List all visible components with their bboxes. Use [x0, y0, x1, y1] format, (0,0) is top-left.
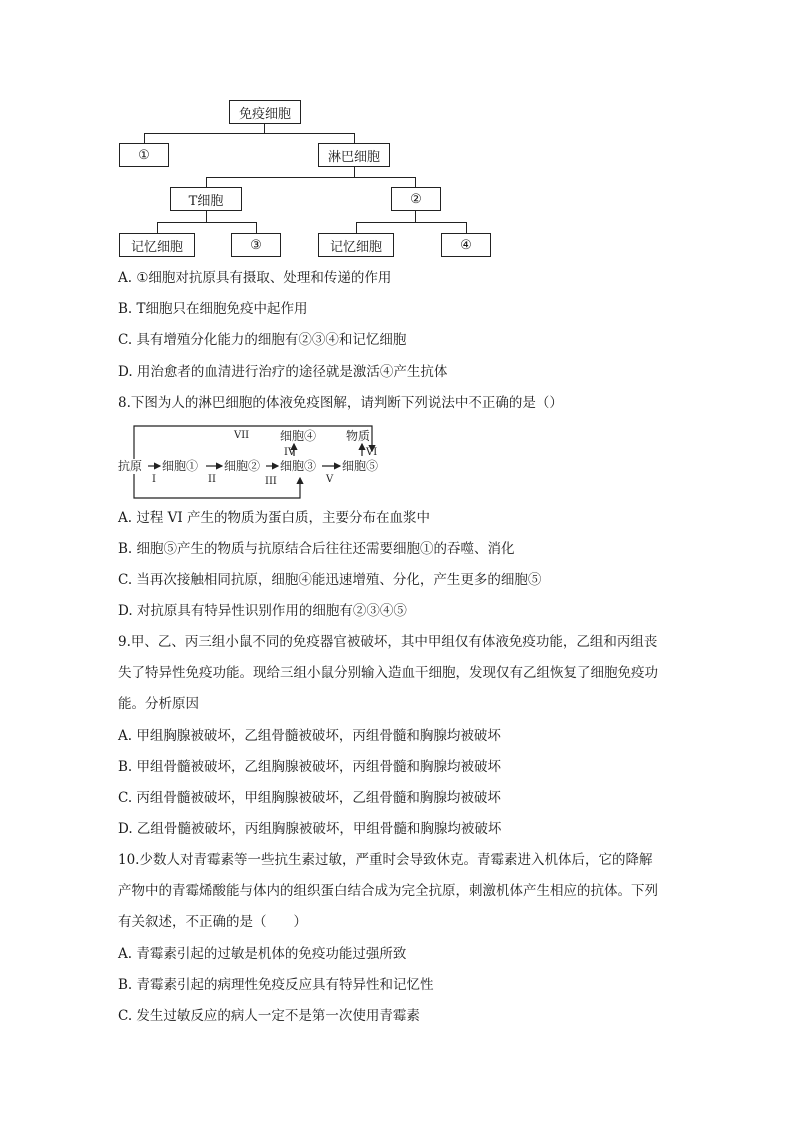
label-iv: IV: [284, 447, 296, 458]
connector: [206, 211, 207, 222]
label-i: I: [152, 474, 156, 485]
connector: [354, 167, 355, 177]
cell-2-label: 细胞②: [224, 459, 261, 473]
connector: [157, 222, 158, 233]
q7-option-c: C. 具有增殖分化能力的细胞有②③④和记忆细胞: [118, 332, 407, 348]
substance-label: 物质: [346, 429, 371, 443]
q9-option-a: A. 甲组胸腺被破坏，乙组骨髓被破坏，丙组骨髓和胸腺均被破坏: [118, 728, 501, 744]
antigen-label: 抗原: [118, 459, 143, 473]
q8-stem: 8.下图为人的淋巴细胞的体液免疫图解，请判断下列说法中不正确的是（）: [118, 395, 563, 411]
node-cell-1: ①: [119, 143, 169, 167]
node-immune-cells: 免疫细胞: [229, 100, 301, 124]
q8-option-a: A. 过程 VI 产生的物质为蛋白质，主要分布在血浆中: [118, 510, 430, 526]
node-t-cell: T细胞: [170, 187, 242, 211]
q8-option-c: C. 当再次接触相同抗原，细胞④能迅速增殖、分化，产生更多的细胞⑤: [118, 572, 542, 588]
node-lymphocyte: 淋巴细胞: [318, 143, 390, 167]
q8-option-d: D. 对抗原具有特异性识别作用的细胞有②③④⑤: [118, 603, 407, 619]
q10-stem-line-2: 产物中的青霉烯酸能与体内的组织蛋白结合成为完全抗原，刺激机体产生相应的抗体。下列: [118, 883, 658, 899]
connector: [415, 177, 416, 187]
q9-option-c: C. 丙组骨髓被破坏，甲组胸腺被破坏，乙组骨髓和胸腺均被破坏: [118, 790, 501, 806]
connector: [264, 124, 265, 133]
connector: [144, 133, 355, 134]
cell-1-label: 细胞①: [162, 459, 199, 473]
q9-option-d: D. 乙组骨髓被破坏，丙组胸腺被破坏，甲组骨髓和胸腺均被破坏: [118, 821, 502, 837]
q10-option-a: A. 青霉素引起的过敏是机体的免疫功能过强所致: [118, 946, 407, 962]
cell-4-label: 细胞④: [280, 429, 317, 443]
q8-option-b: B. 细胞⑤产生的物质与抗原结合后往往还需要细胞①的吞噬、消化: [118, 541, 515, 557]
connector: [466, 222, 467, 233]
q9-option-b: B. 甲组骨髓被破坏，乙组胸腺被破坏，丙组骨髓和胸腺均被破坏: [118, 759, 502, 775]
label-ii: II: [208, 474, 216, 485]
connector: [356, 222, 467, 223]
connector: [256, 222, 257, 233]
label-iii: III: [265, 476, 277, 487]
q7-option-d: D. 用治愈者的血清进行治疗的途径就是激活④产生抗体: [118, 364, 448, 380]
label-vii: VII: [234, 430, 250, 441]
label-v: V: [326, 474, 334, 485]
node-memory-cell-right: 记忆细胞: [318, 233, 394, 257]
humoral-immunity-diagram: [110, 418, 400, 506]
node-cell-3: ③: [231, 233, 281, 257]
q9-stem-line-3: 能。分析原因: [118, 696, 199, 712]
q10-option-c: C. 发生过敏反应的病人一定不是第一次使用青霉素: [118, 1008, 420, 1024]
connector: [206, 177, 207, 187]
q9-stem-line-2: 失了特异性免疫功能。现给三组小鼠分别输入造血干细胞，发现仅有乙组恢复了细胞免疫功: [118, 665, 658, 681]
arrow-vii: [134, 426, 372, 459]
node-cell-4: ④: [441, 233, 491, 257]
cell-3-label: 细胞③: [280, 459, 317, 473]
connector: [356, 222, 357, 233]
q10-stem-line-1: 10.少数人对青霉素等一些抗生素过敏，严重时会导致休克。青霉素进入机体后，它的降解: [118, 852, 653, 868]
connector: [144, 133, 145, 143]
connector: [415, 211, 416, 222]
node-cell-2: ②: [391, 187, 441, 211]
connector: [354, 133, 355, 143]
label-vi: VI: [366, 447, 378, 458]
connector: [206, 177, 416, 178]
node-memory-cell-left: 记忆细胞: [119, 233, 195, 257]
q7-option-b: B. T细胞只在细胞免疫中起作用: [118, 301, 308, 317]
q7-option-a: A. ①细胞对抗原具有摄取、处理和传递的作用: [118, 270, 392, 286]
connector: [157, 222, 257, 223]
q9-stem-line-1: 9.甲、乙、丙三组小鼠不同的免疫器官被破坏，其中甲组仅有体液免疫功能，乙组和丙组丧: [118, 634, 658, 650]
q10-option-b: B. 青霉素引起的病理性免疫反应具有特异性和记忆性: [118, 977, 434, 993]
q10-stem-line-3: 有关叙述，不正确的是（ ）: [118, 914, 307, 930]
cell-5-label: 细胞⑤: [342, 459, 379, 473]
